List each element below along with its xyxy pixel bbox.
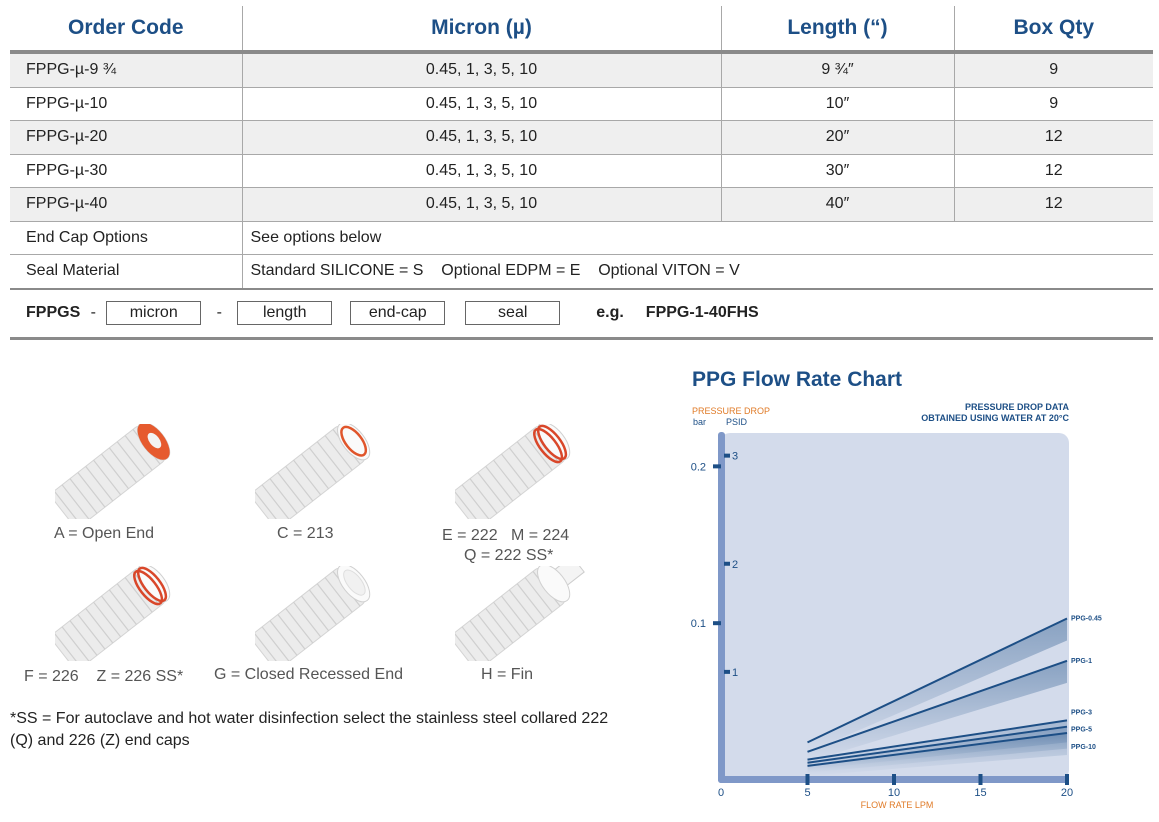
psid-tick-label: 3 <box>732 450 739 463</box>
cell-code: FPPG-µ-10 <box>10 87 242 121</box>
footnote: *SS = For autoclave and hot water disinfection select the stainless steel collared 222 (Q) and 226 (Z) end caps <box>10 710 609 749</box>
series-label: PPG-10 <box>1071 743 1096 751</box>
order-dash: - <box>216 304 222 321</box>
order-dash: - <box>90 304 96 321</box>
psid-tick-mark <box>724 670 730 674</box>
psid-tick-mark <box>724 562 730 566</box>
bar-tick-label: 0.2 <box>690 461 706 474</box>
bar-tick-mark <box>713 621 721 625</box>
cap-label-a: A = Open End <box>54 525 155 542</box>
x-tick-mark <box>979 774 983 785</box>
y-axis-title: PRESSURE DROP <box>692 406 771 416</box>
x-tick-mark <box>1065 774 1069 785</box>
micron-box: micron <box>106 301 201 325</box>
header-micron: Micron (µ) <box>242 6 721 52</box>
seal-value: Standard SILICONE = S Optional EDPM = E Optional VITON = V <box>242 255 1153 289</box>
table-row <box>10 87 1153 121</box>
cartridge-open-end-icon <box>55 424 185 519</box>
cell-length: 40″ <box>721 188 954 222</box>
chart-title: PPG Flow Rate Chart <box>692 368 903 391</box>
x-tick-label: 0 <box>717 787 725 799</box>
flow-rate-chart <box>686 400 1116 816</box>
x-axis-title: FLOW RATE LPM <box>860 800 934 810</box>
end-cap-box: end-cap <box>350 301 445 325</box>
table-row <box>10 154 1153 188</box>
length-box: length <box>237 301 332 325</box>
cell-micron: 0.45, 1, 3, 5, 10 <box>242 188 721 222</box>
seal-label: Seal Material <box>10 255 242 289</box>
cartridge-fin-icon <box>455 566 585 661</box>
series-label: PPG-3 <box>1071 709 1093 717</box>
cap-label-c: C = 213 <box>277 525 334 542</box>
cap-label-f-z: F = 226 Z = 226 SS* <box>24 668 184 685</box>
note-line-1: PRESSURE DROP DATA <box>964 402 1069 412</box>
cartridge-222-icon <box>455 424 585 519</box>
end-cap-value: See options below <box>242 221 1153 255</box>
note-line-2: OBTAINED USING WATER AT 20°C <box>921 413 1069 423</box>
cell-length: 20″ <box>721 121 954 155</box>
cell-length: 30″ <box>721 154 954 188</box>
cap-label-g: G = Closed Recessed End <box>214 666 403 683</box>
example-code: FPPG-1-40FHS <box>645 304 759 321</box>
cell-qty: 9 <box>954 87 1153 121</box>
cap-label-h: H = Fin <box>481 666 534 683</box>
example-label: e.g. <box>596 304 624 321</box>
bar-tick-label: 0.1 <box>690 618 706 631</box>
cell-qty: 12 <box>954 188 1153 222</box>
bar-tick-mark <box>713 464 721 468</box>
spec-table <box>10 6 1153 340</box>
cell-code: FPPG-µ-20 <box>10 121 242 155</box>
cell-micron: 0.45, 1, 3, 5, 10 <box>242 121 721 155</box>
cell-code: FPPG-µ-40 <box>10 188 242 222</box>
cell-code: FPPG-µ-9 ¾ <box>10 52 242 87</box>
x-tick-label: 10 <box>887 787 901 799</box>
psid-tick-label: 1 <box>732 666 739 679</box>
cell-micron: 0.45, 1, 3, 5, 10 <box>242 52 721 87</box>
series-label: PPG-1 <box>1071 657 1093 665</box>
series-label: PPG-0.45 <box>1071 615 1102 623</box>
cell-qty: 9 <box>954 52 1153 87</box>
order-prefix: FPPGS <box>26 304 81 321</box>
order-builder <box>10 289 1153 339</box>
table-row <box>10 188 1153 222</box>
header-order-code: Order Code <box>10 6 242 52</box>
cell-micron: 0.45, 1, 3, 5, 10 <box>242 154 721 188</box>
psid-tick-label: 2 <box>732 558 739 571</box>
table-row <box>10 52 1153 87</box>
cell-qty: 12 <box>954 121 1153 155</box>
cell-micron: 0.45, 1, 3, 5, 10 <box>242 87 721 121</box>
end-cap-label: End Cap Options <box>10 221 242 255</box>
order-builder-row <box>10 289 1153 339</box>
seal-box: seal <box>465 301 560 325</box>
cell-length: 9 ¾″ <box>721 52 954 87</box>
cap-label-q: Q = 222 SS* <box>464 547 554 564</box>
psid-tick-mark <box>724 454 730 458</box>
end-cap-row <box>10 221 1153 255</box>
series-label: PPG-5 <box>1071 726 1093 734</box>
header-length: Length (“) <box>721 6 954 52</box>
y-unit-bar: bar <box>693 417 707 427</box>
spec-header-row <box>10 6 1153 52</box>
table-row <box>10 121 1153 155</box>
cartridge-213-icon <box>255 424 385 519</box>
cell-qty: 12 <box>954 154 1153 188</box>
y-axis <box>718 432 725 783</box>
cell-code: FPPG-µ-30 <box>10 154 242 188</box>
cell-length: 10″ <box>721 87 954 121</box>
x-tick-label: 20 <box>1060 787 1074 799</box>
cap-label-e-m: E = 222 M = 224 <box>442 527 570 544</box>
header-box-qty: Box Qty <box>954 6 1153 52</box>
x-tick-mark <box>892 774 896 785</box>
x-tick-label: 15 <box>974 787 987 799</box>
seal-row <box>10 255 1153 289</box>
cartridge-226-icon <box>55 566 185 661</box>
y-unit-psid: PSID <box>726 417 748 427</box>
cartridge-closed-end-icon <box>255 566 385 661</box>
x-tick-label: 5 <box>804 787 811 799</box>
